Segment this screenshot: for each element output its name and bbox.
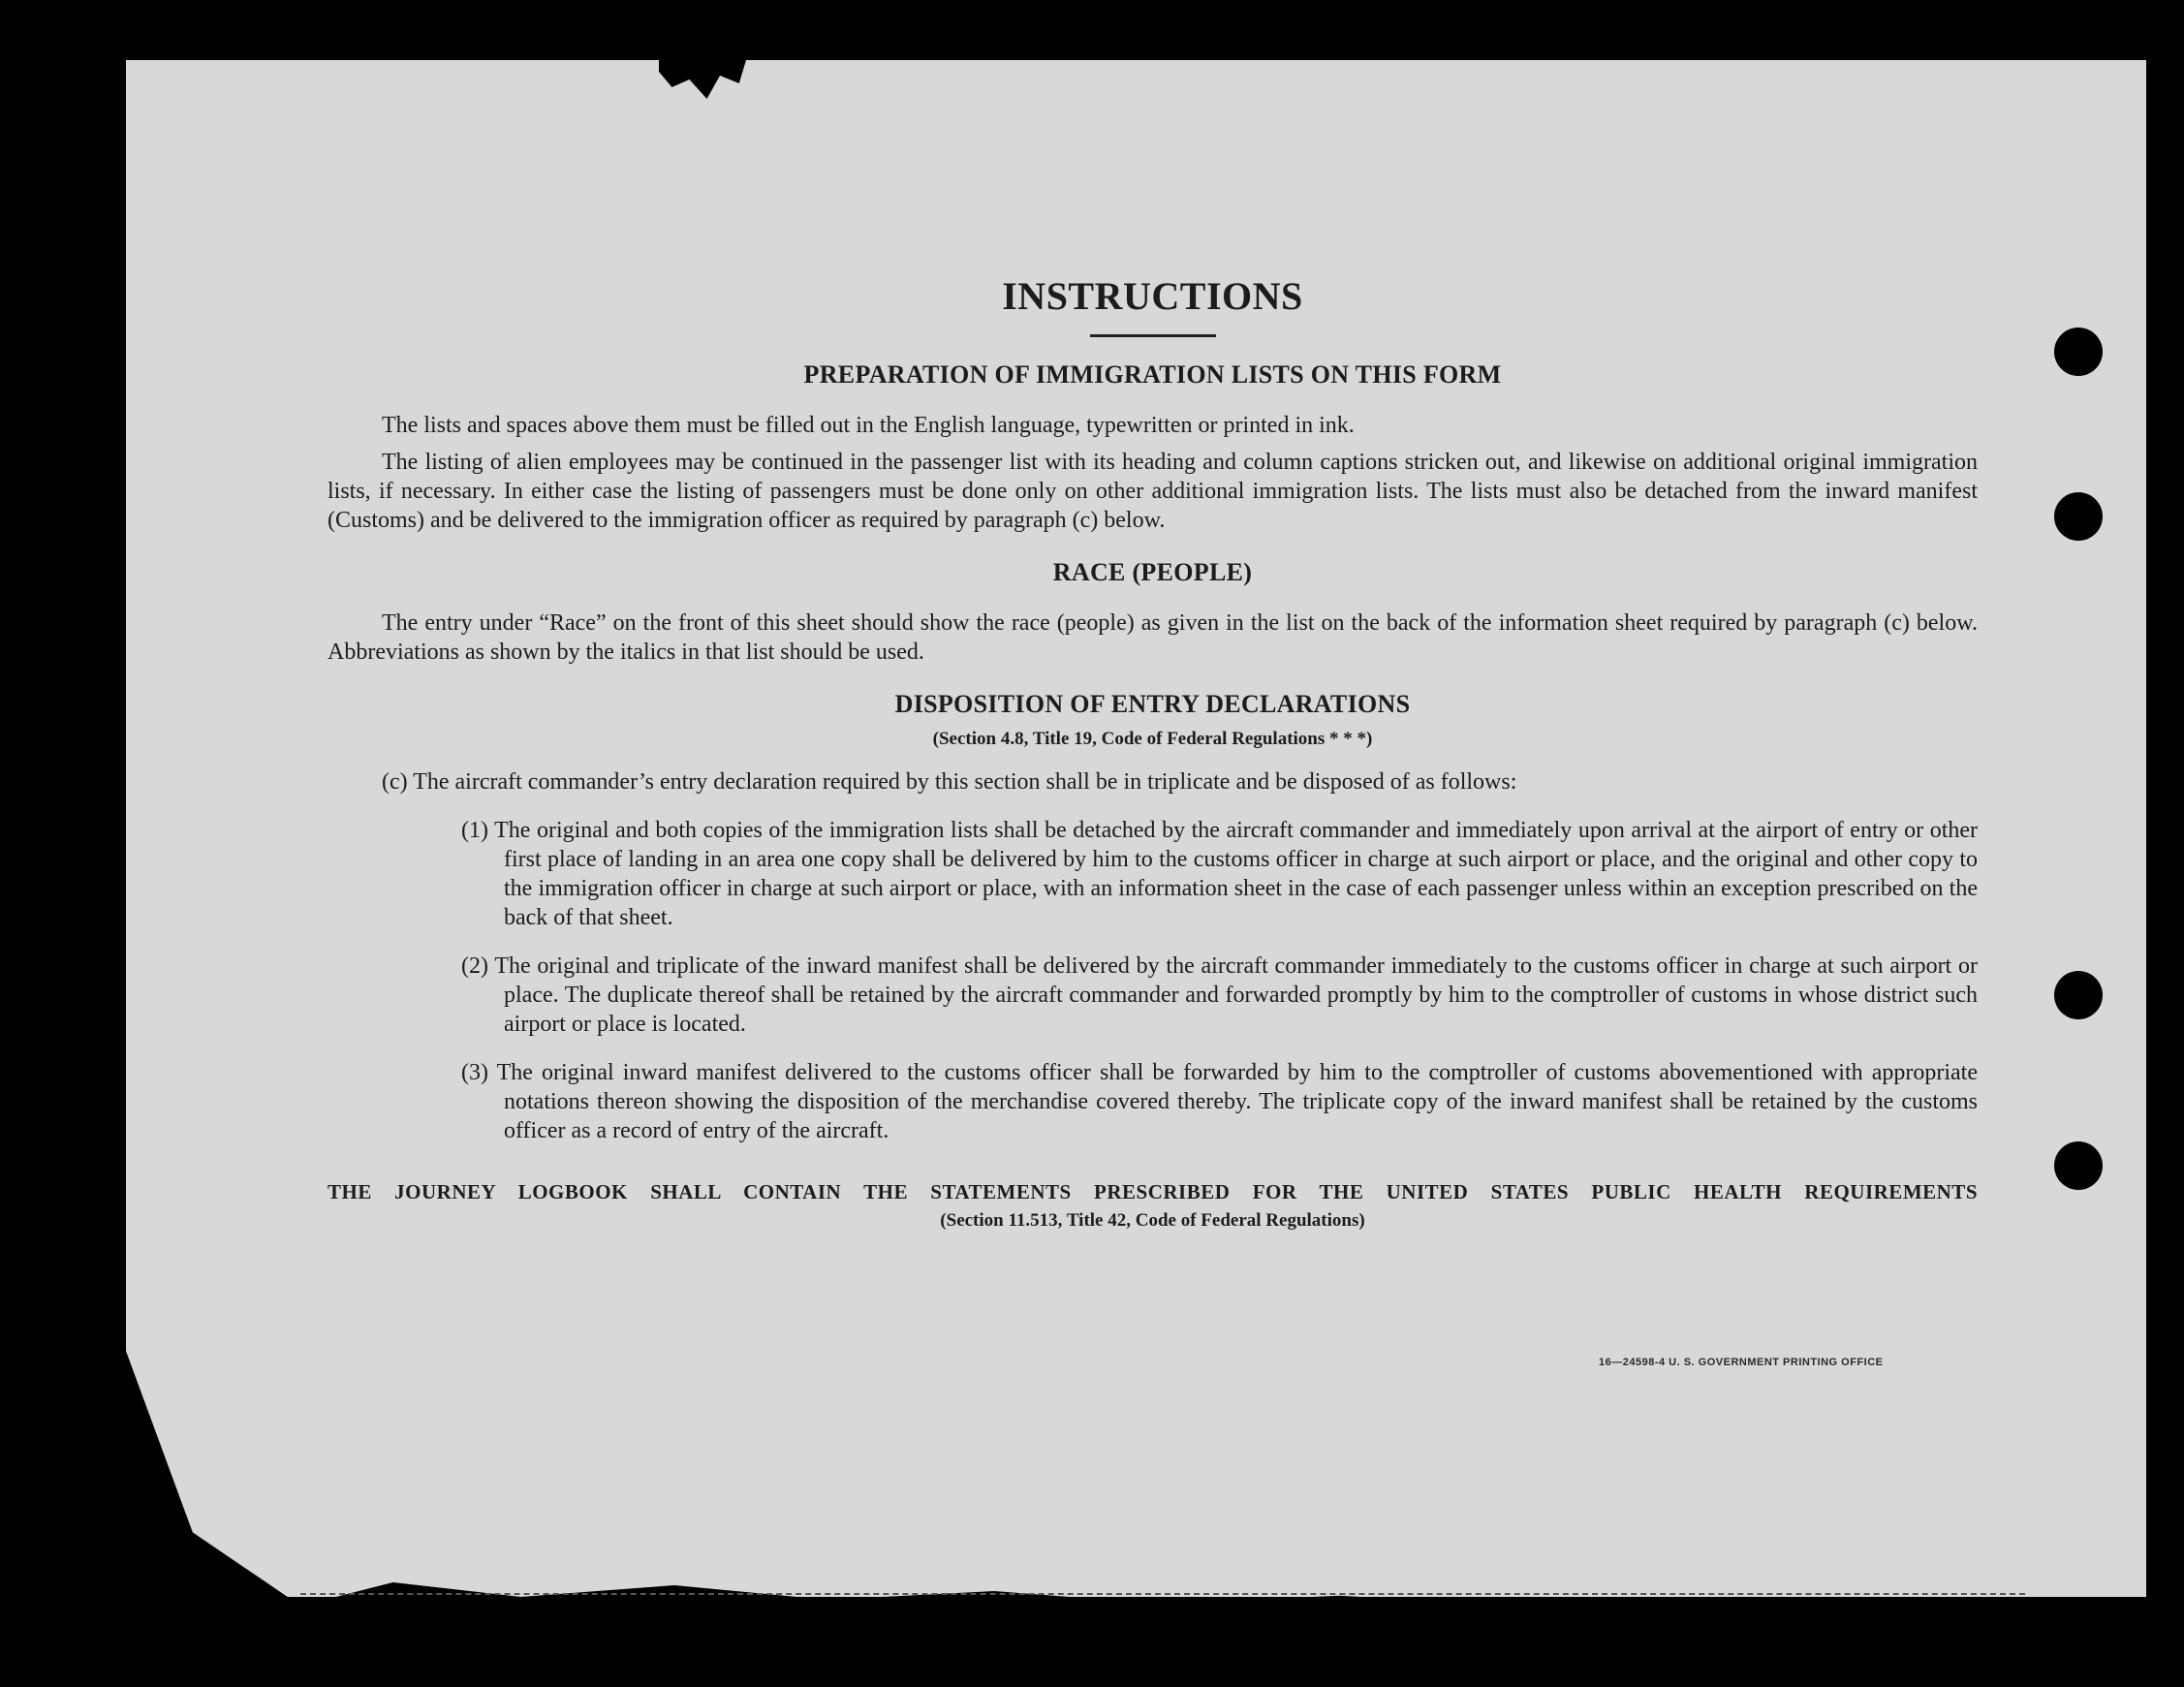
punch-hole — [2054, 971, 2103, 1019]
section-heading-race: RACE (PEOPLE) — [1052, 558, 1253, 586]
printer-imprint: 16—24598-4 U. S. GOVERNMENT PRINTING OFFICE — [1599, 1357, 1884, 1368]
footer-heading: THE JOURNEY LOGBOOK SHALL CONTAIN THE STATEMENTS PRESCRIBED FOR THE UNITED STATES PUBLIC HEALTH REQUIREMENTS — [328, 1180, 1978, 1203]
instructions-body — [328, 262, 1978, 1232]
punch-hole — [2054, 1141, 2103, 1190]
page-title: INSTRUCTIONS — [1002, 274, 1303, 318]
punch-hole — [2054, 328, 2103, 376]
footer-citation: (Section 11.513, Title 42, Code of Federal Regulations) — [940, 1210, 1365, 1231]
section-heading-preparation: PREPARATION OF IMMIGRATION LISTS ON THIS FORM — [803, 360, 1502, 389]
list-item: (2) The original and triplicate of the inward manifest shall be delivered by the aircraft commander immediately to the customs officer in charge at such airport or place. The duplicate thereof shall be retained by the aircraft commander and forwarded promptly by him to the comptroller of customs in whose district such airport or place is located. — [461, 953, 1978, 1037]
section-heading-disposition: DISPOSITION OF ENTRY DECLARATIONS — [894, 690, 1411, 718]
section-citation: (Section 4.8, Title 19, Code of Federal Regulations * * *) — [932, 729, 1373, 749]
title-underline — [1090, 334, 1216, 337]
list-item: (1) The original and both copies of the immigration lists shall be detached by the aircraft commander and immediately upon arrival at the airport of entry or other first place of landing in an area one copy shall be delivered by him to the customs officer in charge at such airport or place, and the original and other copy to the immigration officer in charge at such airport or place, with an information sheet in the case of each passenger unless within an exception prescribed on the back of that sheet. — [461, 818, 1978, 930]
clause-c: (c) The aircraft commander’s entry declaration required by this section shall be in triplicate and be disposed of as follows: — [382, 769, 1517, 795]
punch-hole — [2054, 492, 2103, 541]
paragraph: The lists and spaces above them must be filled out in the English language, typewritten or printed in ink. — [382, 413, 1355, 438]
paragraph: The listing of alien employees may be continued in the passenger list with its heading and column captions stricken out, and likewise on additional original immigration lists, if necessary. In either case the listing of passengers must be done only on other additional immigration lists. The lists must also be detached from the inward manifest (Customs) and be delivered to the immigration officer as required by paragraph (c) below. — [328, 450, 1978, 533]
list-item: (3) The original inward manifest delivered to the customs officer shall be forwarded by him to the comptroller of customs abovementioned with appropriate notations thereon showing the disposition of the merchandise covered thereby. The triplicate copy of the inward manifest shall be retained by the customs officer as a record of entry of the aircraft. — [461, 1060, 1978, 1143]
paragraph: The entry under “Race” on the front of this sheet should show the race (people) as given in the list on the back of the information sheet required by paragraph (c) below. Abbreviations as shown by the italics in that list should be used. — [328, 610, 1978, 665]
perforation-line — [300, 1593, 2025, 1595]
